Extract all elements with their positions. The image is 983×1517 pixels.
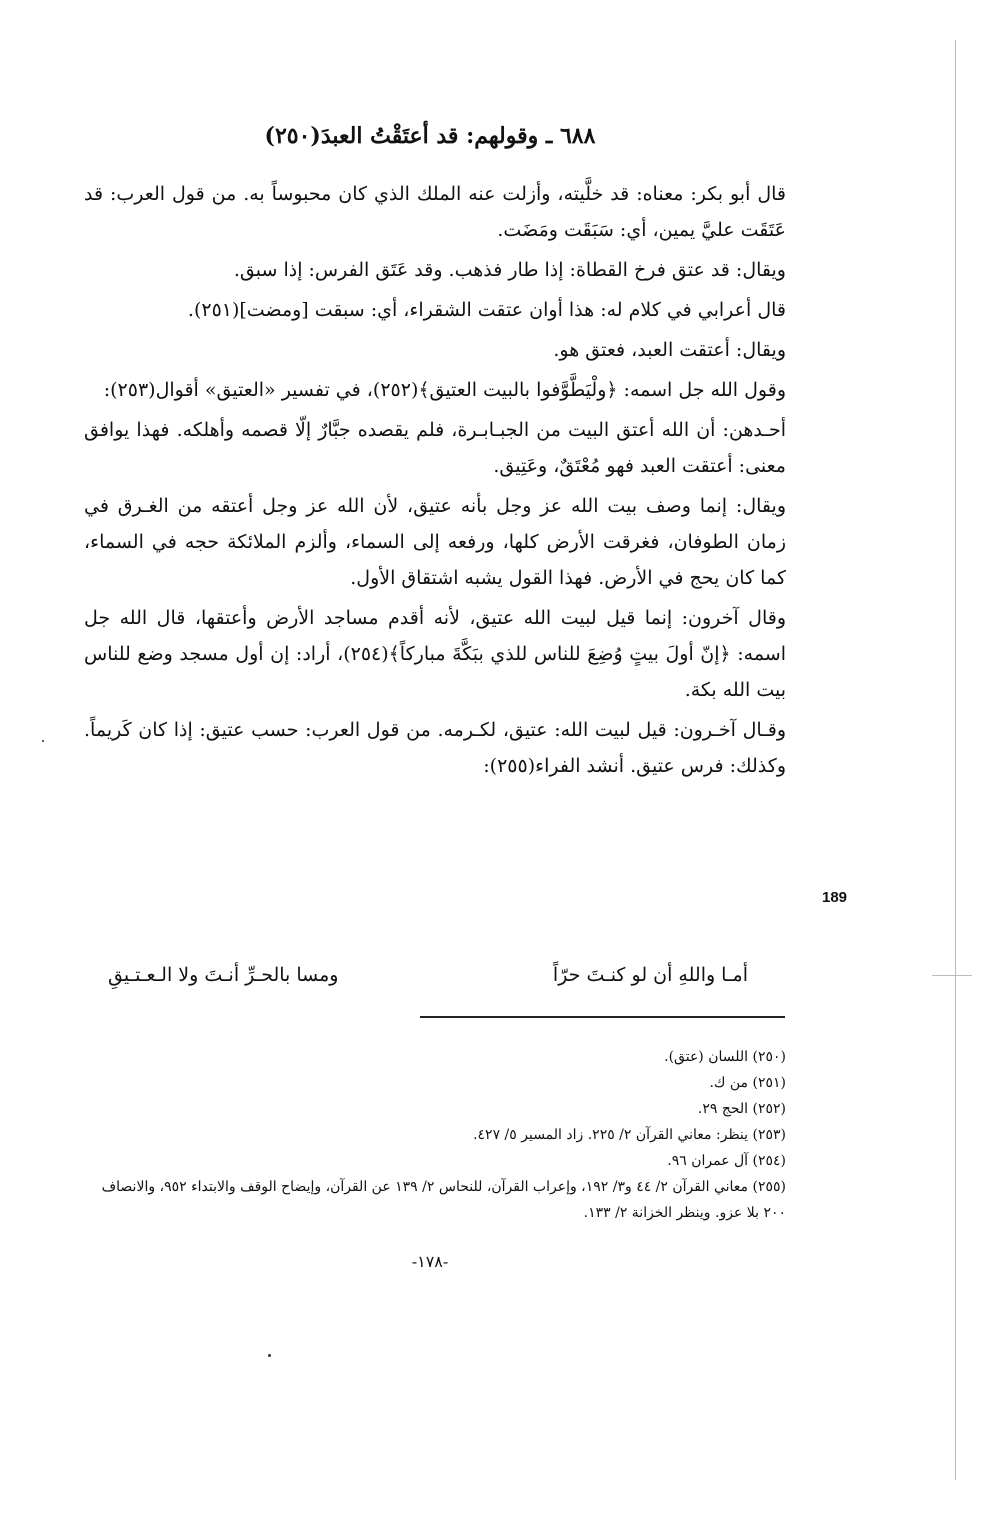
footnote-253: (٢٥٣) ينظر: معاني القرآن ٢/ ٢٢٥. زاد المسير ٥/ ٤٢٧.: [473, 1127, 786, 1143]
footnotes: [84, 1044, 786, 1226]
scan-speck: [268, 1354, 271, 1357]
main-text: [84, 176, 786, 788]
footnote-255: (٢٥٥) معاني القرآن ٢/ ٤٤ و٣/ ١٩٢، وإعراب القرآن، للنحاس ٢/ ١٣٩ عن القرآن، وإيضاح الوقف والابتداء ٩٥٢، والانصاف ٢٠٠ بلا عزو. وينظر الخزانة ٢/ ١٣٣.: [101, 1179, 786, 1221]
poem-verse: [108, 958, 748, 992]
paragraph-4: ويقال: أعتقت العبد، فعتق هو.: [553, 339, 786, 361]
poem-second-hemistich: ومسا بالحـرِّ أنـتَ ولا الـعـتـيقِ: [108, 964, 339, 986]
paragraph-7: ويقال: إنما وصف بيت الله عز وجل بأنه عتيق، لأن الله عز وجل أعتقه من الغـرق في زمان الطوفان، فغرقت الأرض كلها، ورفعه إلى السماء، وألزم الملائكة حجه في السماء، كما كان يحج في الأرض. فهذا القول يشبه اشتقاق الأول.: [84, 495, 786, 589]
paragraph-9: وقـال آخـرون: قيل لبيت الله: عتيق، لكـرمه. من قول العرب: حسب عتيق: إذا كان كَريماً. وكذلك: فرس عتيق. أنشد الفراء(٢٥٥):: [84, 719, 786, 777]
scan-crop-mark: [932, 975, 972, 976]
margin-page-number: 189: [822, 889, 848, 906]
paragraph-2: ويقال: قد عتق فرخ القطاة: إذا طار فذهب. وقد عَتَق الفرس: إذا سبق.: [233, 259, 786, 281]
footnote-252: (٢٥٢) الحج ٢٩.: [697, 1101, 786, 1117]
footnote-divider: [420, 1016, 785, 1018]
paragraph-6: أحـدهن: أن الله أعتق البيت من الجبـابـرة، فلم يقصده جبَّارٌ إلّا قصمه وأهلكه. فهذا يوافق معنى: أعتقت العبد فهو مُعْتَقٌ، وعَتِيق.: [84, 419, 786, 477]
scan-speck: [42, 740, 44, 742]
page-number: -١٧٨-: [411, 1252, 449, 1271]
footnote-254: (٢٥٤) آل عمران ٩٦.: [667, 1153, 786, 1169]
poem-first-hemistich: أمـا واللهِ أن لو كنـتَ حرّاً: [552, 964, 748, 986]
paragraph-3: قال أعرابي في كلام له: هذا أوان عتقت الشقراء، أي: سبقت [ومضت](٢٥١).: [187, 299, 786, 321]
scan-edge-line: [955, 40, 956, 1480]
footnote-250: (٢٥٠) اللسان (عتق).: [664, 1049, 786, 1065]
paragraph-8: وقال آخرون: إنما قيل لبيت الله عتيق، لأنه أقدم مساجد الأرض وأعتقها، قال الله جل اسمه: ﴿إنّ أولَ بيتٍ وُضِعَ للناس للذي ببَكَّةَ مباركاً﴾(٢٥٤)، أراد: إن أول مسجد وضع للناس بيت الله بكة.: [84, 607, 786, 701]
paragraph-1: قال أبو بكر: معناه: قد خلَّيته، وأزلت عنه الملك الذي كان محبوساً به. من قول العرب: قد عَتَقَت عليَّ يمين، أي: سَبَقَت ومَضَت.: [84, 183, 786, 241]
paragraph-5: وقول الله جل اسمه: ﴿ولْيَطَّوَّفوا بالبيت العتيق﴾(٢٥٢)، في تفسير «العتيق» أقوال(٢٥٣):: [103, 379, 786, 401]
footnote-251: (٢٥١) من ك.: [709, 1075, 786, 1091]
entry-heading: ٦٨٨ ـ وقولهم: قد أعتَقْتُ العبدَ(٢٥٠): [264, 123, 596, 149]
